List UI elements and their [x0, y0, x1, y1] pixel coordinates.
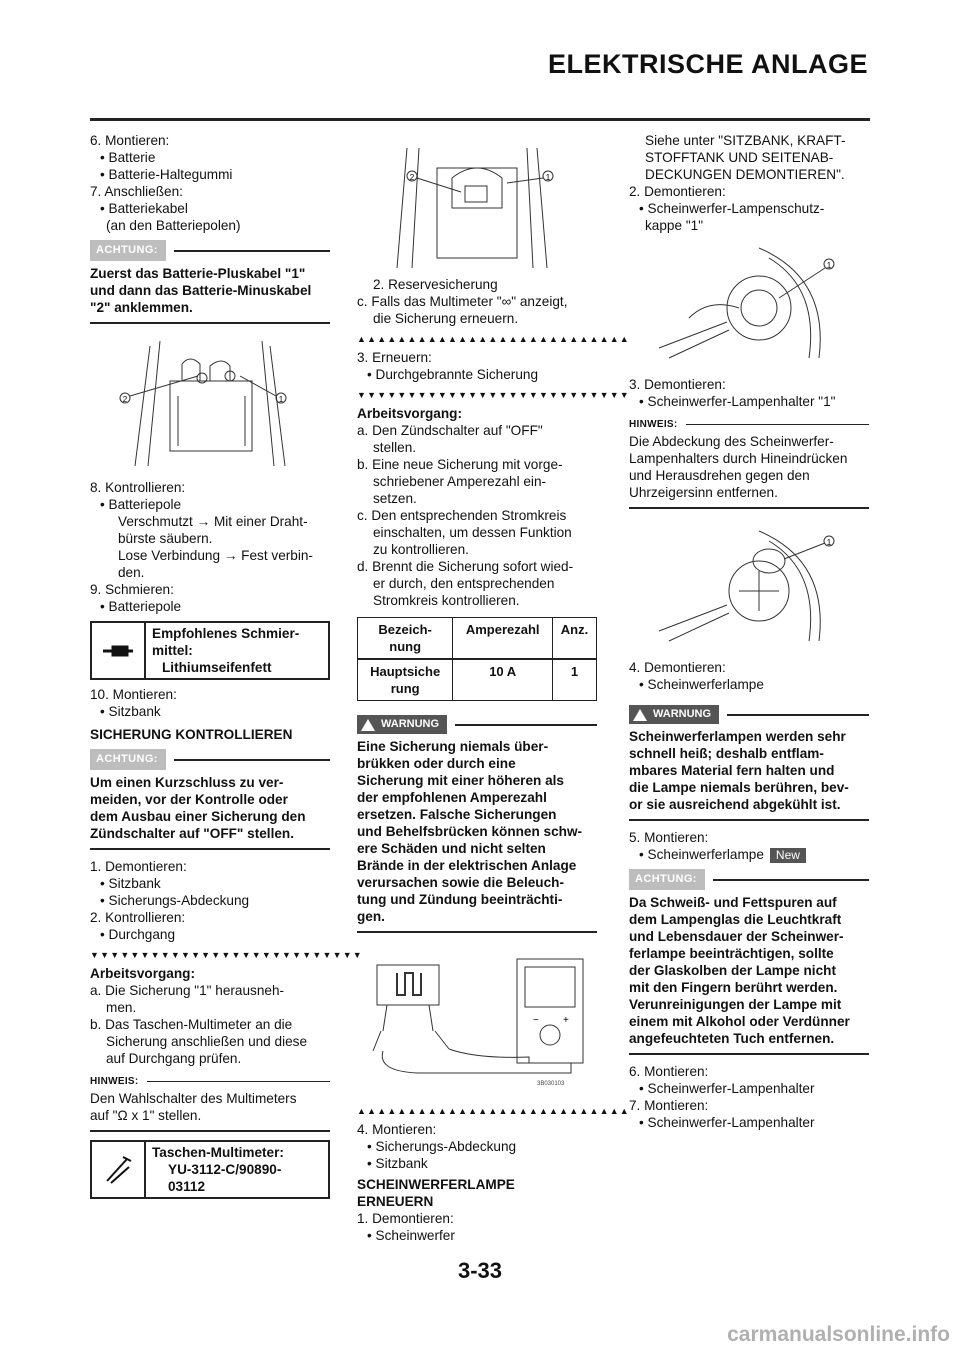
section-heading: SICHERUNG KONTROLLIEREN	[90, 727, 293, 742]
warning-text: ere Schäden und nicht selten	[357, 841, 546, 856]
text-line: 3. Demontieren:	[629, 377, 726, 392]
caution-text: dem Lampenglas die Leuchtkraft	[629, 912, 842, 927]
text-line: 6. Montieren:	[90, 133, 170, 148]
warning-text: ersetzen. Falsche Sicherungen	[357, 807, 557, 822]
warnung-badge	[357, 715, 447, 734]
text-line: • Sitzbank	[367, 1156, 428, 1171]
callout-1: 1	[826, 538, 832, 547]
achtung-badge: ACHTUNG:	[90, 240, 166, 261]
text-line: 2. Kontrollieren:	[90, 910, 186, 925]
text-line: men.	[106, 1000, 137, 1015]
divider	[90, 848, 330, 850]
text-line: • Scheinwerfer-Lampenhalter	[639, 1081, 815, 1096]
caution-text: "2" anklemmen.	[90, 300, 193, 315]
text-line: a. Die Sicherung "1" herausneh-	[90, 983, 285, 998]
text-line: b. Das Taschen-Multimeter an die	[90, 1017, 293, 1032]
procedure-start-marker: ▼▼▼▼▼▼▼▼▼▼▼▼▼▼▼▼▼▼▼▼▼▼▼▼▼▼▼	[90, 950, 363, 960]
text-line: d. Brennt die Sicherung sofort wied-	[357, 559, 574, 574]
text-line: 4. Montieren:	[357, 1122, 437, 1137]
warning-text: Brände in der elektrischen Anlage	[357, 858, 577, 873]
text-line: • Batteriekabel	[100, 201, 188, 216]
text-line: Stromkreis kontrollieren.	[373, 593, 520, 608]
hinweis-label: HINWEIS:	[90, 1076, 139, 1087]
warning-text: mbares Material fern halten und	[629, 763, 835, 778]
text-line: • Batteriepole	[100, 599, 182, 614]
text-line: die Sicherung erneuern.	[373, 311, 519, 326]
divider	[147, 1081, 330, 1082]
caution-text: der Glaskolben der Lampe nicht	[629, 963, 836, 978]
text-line: 2. Demontieren:	[629, 184, 726, 199]
text-line: Siehe unter "SITZBANK, KRAFT-	[645, 133, 846, 148]
text-line: • Durchgebrannte Sicherung	[367, 367, 539, 382]
divider	[686, 424, 869, 425]
text-line: schriebener Amperezahl ein-	[373, 474, 547, 489]
new-part-badge: New	[770, 848, 806, 863]
grease-gun-icon	[92, 623, 146, 678]
warning-text: schnell heiß; deshalb entflam-	[629, 746, 824, 761]
text-line: • Sicherungs-Abdeckung	[100, 893, 250, 908]
warnung-label: WARNUNG	[381, 718, 440, 730]
text-line: • Durchgang	[100, 927, 176, 942]
text-line: b. Eine neue Sicherung mit vorge-	[357, 457, 563, 472]
section-heading: SCHEINWERFERLAMPE	[357, 1177, 515, 1192]
page-title: ELEKTRISCHE ANLAGE	[547, 49, 868, 79]
warnung-label: WARNUNG	[653, 708, 712, 720]
text-line: • Scheinwerferlampe	[639, 677, 764, 692]
hinweis-label: HINWEIS:	[629, 419, 678, 430]
text-line: STOFFTANK UND SEITENAB-	[645, 150, 834, 165]
text-line: • Scheinwerfer-Lampenschutz-	[639, 201, 825, 216]
text-fragment: • Scheinwerferlampe	[639, 847, 764, 862]
text-line: a. Den Zündschalter auf "OFF"	[357, 423, 543, 438]
note-text: auf "Ω x 1" stellen.	[90, 1108, 202, 1123]
column-1	[90, 132, 363, 1205]
table-cell: 1	[553, 659, 597, 701]
watermark: carmanualsonline.info	[727, 1323, 950, 1346]
callout-1: 1	[278, 395, 284, 404]
achtung-header	[90, 240, 330, 261]
divider	[357, 931, 597, 933]
divider	[90, 1130, 330, 1132]
warning-text: Sicherung mit einer höheren als	[357, 773, 564, 788]
fuse-spec-table	[357, 617, 597, 701]
table-cell: 10 A	[453, 659, 553, 701]
text-line: 10. Montieren:	[90, 687, 177, 702]
warning-text: die Lampe niemals berühren, bev-	[629, 780, 849, 795]
text-line: kappe "1"	[645, 218, 704, 233]
text-line: 7. Montieren:	[629, 1098, 709, 1113]
minus-label: −	[533, 1015, 539, 1026]
headlight-cap-illustration	[629, 238, 869, 368]
warning-text: brükken oder durch eine	[357, 756, 516, 771]
warning-triangle-icon	[361, 719, 375, 731]
tool-box	[90, 1140, 330, 1199]
caution-text: angefeuchteten Tuch entfernen.	[629, 1031, 835, 1046]
lubricant-box	[90, 621, 330, 680]
text-line: 1. Demontieren:	[90, 859, 187, 874]
text-line: Verschmutzt → Mit einer Draht-	[118, 514, 308, 529]
figure-code: 3B030103	[537, 1081, 565, 1087]
callout-1: 1	[545, 173, 551, 182]
text-line: • Scheinwerfer-Lampenhalter "1"	[639, 394, 836, 409]
tool-value: 03112	[168, 1179, 206, 1194]
caution-text: Zuerst das Batterie-Pluskabel "1"	[90, 266, 306, 281]
text-line: • Scheinwerfer	[367, 1228, 455, 1243]
text-line: • Batterie-Haltegummi	[100, 167, 233, 182]
divider	[629, 1053, 869, 1055]
tool-label: Taschen-Multimeter:	[152, 1145, 284, 1160]
text-line	[629, 846, 869, 863]
text-line: • Sicherungs-Abdeckung	[367, 1139, 517, 1154]
callout-2: 2	[409, 173, 415, 182]
table-header: Bezeich- nung	[358, 618, 453, 660]
warning-text: Eine Sicherung niemals über-	[357, 739, 549, 754]
divider	[174, 250, 330, 252]
warning-text: Scheinwerferlampen werden sehr	[629, 729, 846, 744]
multimeter-test-illustration	[357, 951, 597, 1091]
text-line: • Batteriepole	[100, 497, 182, 512]
caution-text: mit den Fingern berührt werden.	[629, 980, 838, 995]
column-2	[357, 132, 630, 1244]
hinweis-header	[629, 416, 869, 433]
text-line: 3. Erneuern:	[357, 350, 432, 365]
text-line: er durch, den entsprechenden	[373, 576, 555, 591]
warnung-badge	[629, 705, 719, 724]
warning-text: tung und Zündung beeinträchti-	[357, 892, 563, 907]
procedure-heading: Arbeitsvorgang:	[357, 406, 462, 421]
warnung-header	[629, 705, 869, 724]
procedure-end-marker: ▲▲▲▲▲▲▲▲▲▲▲▲▲▲▲▲▲▲▲▲▲▲▲▲▲▲▲	[357, 1106, 630, 1116]
callout-1: 1	[826, 261, 832, 270]
caution-text: und dann das Batterie-Minuskabel	[90, 283, 312, 298]
note-text: und Herausdrehen gegen den	[629, 468, 810, 483]
divider	[629, 819, 869, 821]
text-line: • Scheinwerfer-Lampenhalter	[639, 1115, 815, 1130]
hinweis-header	[90, 1073, 330, 1090]
warnung-header	[357, 715, 597, 734]
achtung-header	[90, 749, 330, 770]
achtung-header	[629, 869, 869, 890]
warning-text: und Behelfsbrücken können schw-	[357, 824, 583, 839]
lubricant-label: Empfohlenes Schmier-	[152, 626, 300, 641]
text-line: stellen.	[373, 440, 417, 455]
text-line: den.	[118, 565, 145, 580]
note-text: Lampenhalters durch Hineindrücken	[629, 451, 848, 466]
text-line: • Sitzbank	[100, 876, 161, 891]
achtung-badge: ACHTUNG:	[90, 749, 166, 770]
caution-text: Da Schweiß- und Fettspuren auf	[629, 895, 837, 910]
caution-text: meiden, vor der Kontrolle oder	[90, 792, 288, 807]
text-line: c. Falls das Multimeter "∞" anzeigt,	[357, 294, 568, 309]
text-line: 5. Montieren:	[629, 830, 709, 845]
text-line: 9. Schmieren:	[90, 582, 174, 597]
divider	[455, 724, 597, 726]
procedure-heading: Arbeitsvorgang:	[90, 966, 195, 981]
note-text: Uhrzeigersinn entfernen.	[629, 485, 778, 500]
fuse-location-illustration	[357, 138, 597, 268]
warning-text: der empfohlenen Amperezahl	[357, 790, 547, 805]
procedure-end-marker: ▲▲▲▲▲▲▲▲▲▲▲▲▲▲▲▲▲▲▲▲▲▲▲▲▲▲▲	[357, 334, 630, 344]
page-number: 3-33	[457, 1258, 503, 1283]
text-line: • Sitzbank	[100, 704, 161, 719]
divider	[629, 507, 869, 509]
callout-2: 2	[122, 395, 128, 404]
column-3	[629, 132, 869, 1131]
caution-text: ferlampe beeinträchtigen, sollte	[629, 946, 834, 961]
warning-text: gen.	[357, 909, 385, 924]
warning-triangle-icon	[633, 709, 647, 721]
battery-illustration	[90, 336, 330, 471]
header-rule	[90, 118, 870, 121]
text-line: 7. Anschließen:	[90, 184, 183, 199]
text-line: zu kontrollieren.	[373, 542, 469, 557]
warning-text: or sie ausreichend abgekühlt ist.	[629, 797, 841, 812]
table-header: Anz.	[553, 618, 597, 660]
text-line: 8. Kontrollieren:	[90, 480, 186, 495]
text-line: c. Den entsprechenden Stromkreis	[357, 508, 567, 523]
lubricant-value: Lithiumseifenfett	[162, 660, 272, 675]
note-text: Die Abdeckung des Scheinwerfer-	[629, 434, 834, 449]
text-line: Lose Verbindung → Fest verbin-	[118, 548, 313, 563]
multimeter-probe-icon	[92, 1142, 146, 1197]
text-line: DECKUNGEN DEMONTIEREN".	[645, 167, 845, 182]
text-line: setzen.	[373, 491, 417, 506]
text-line: auf Durchgang prüfen.	[106, 1051, 242, 1066]
caution-text: Zündschalter auf "OFF" stellen.	[90, 826, 294, 841]
divider	[90, 322, 330, 324]
procedure-start-marker: ▼▼▼▼▼▼▼▼▼▼▼▼▼▼▼▼▼▼▼▼▼▼▼▼▼▼▼	[357, 390, 630, 400]
section-heading: ERNEUERN	[357, 1194, 434, 1209]
achtung-badge: ACHTUNG:	[629, 869, 705, 890]
caution-text: einem mit Alkohol oder Verdünner	[629, 1014, 850, 1029]
text-line: 4. Demontieren:	[629, 660, 726, 675]
warning-text: verursachen sowie die Beleuch-	[357, 875, 565, 890]
text-line: 1. Demontieren:	[357, 1211, 454, 1226]
note-text: Den Wahlschalter des Multimeters	[90, 1091, 297, 1106]
caution-text: dem Ausbau einer Sicherung den	[90, 809, 306, 824]
lubricant-label: mittel:	[152, 643, 193, 658]
divider	[713, 879, 869, 881]
caution-text: Verunreinigungen der Lampe mit	[629, 997, 842, 1012]
text-line: einschalten, um dessen Funktion	[373, 525, 572, 540]
tool-value: YU-3112-C/90890-	[168, 1162, 282, 1177]
table-cell: Hauptsiche rung	[358, 659, 453, 701]
text-line: Sicherung anschließen und diese	[106, 1034, 308, 1049]
caution-text: Um einen Kurzschluss zu ver-	[90, 775, 284, 790]
text-line: 2. Reservesicherung	[373, 277, 498, 292]
caution-text: und Lebensdauer der Scheinwer-	[629, 929, 844, 944]
plus-label: +	[563, 1015, 569, 1026]
divider	[727, 714, 869, 716]
text-line: bürste säubern.	[118, 531, 213, 546]
table-header: Amperezahl	[453, 618, 553, 660]
text-line: (an den Batteriepolen)	[106, 218, 241, 233]
headlight-holder-illustration	[629, 521, 869, 651]
text-line: 6. Montieren:	[629, 1064, 709, 1079]
text-line: • Batterie	[100, 150, 156, 165]
divider	[174, 759, 330, 761]
